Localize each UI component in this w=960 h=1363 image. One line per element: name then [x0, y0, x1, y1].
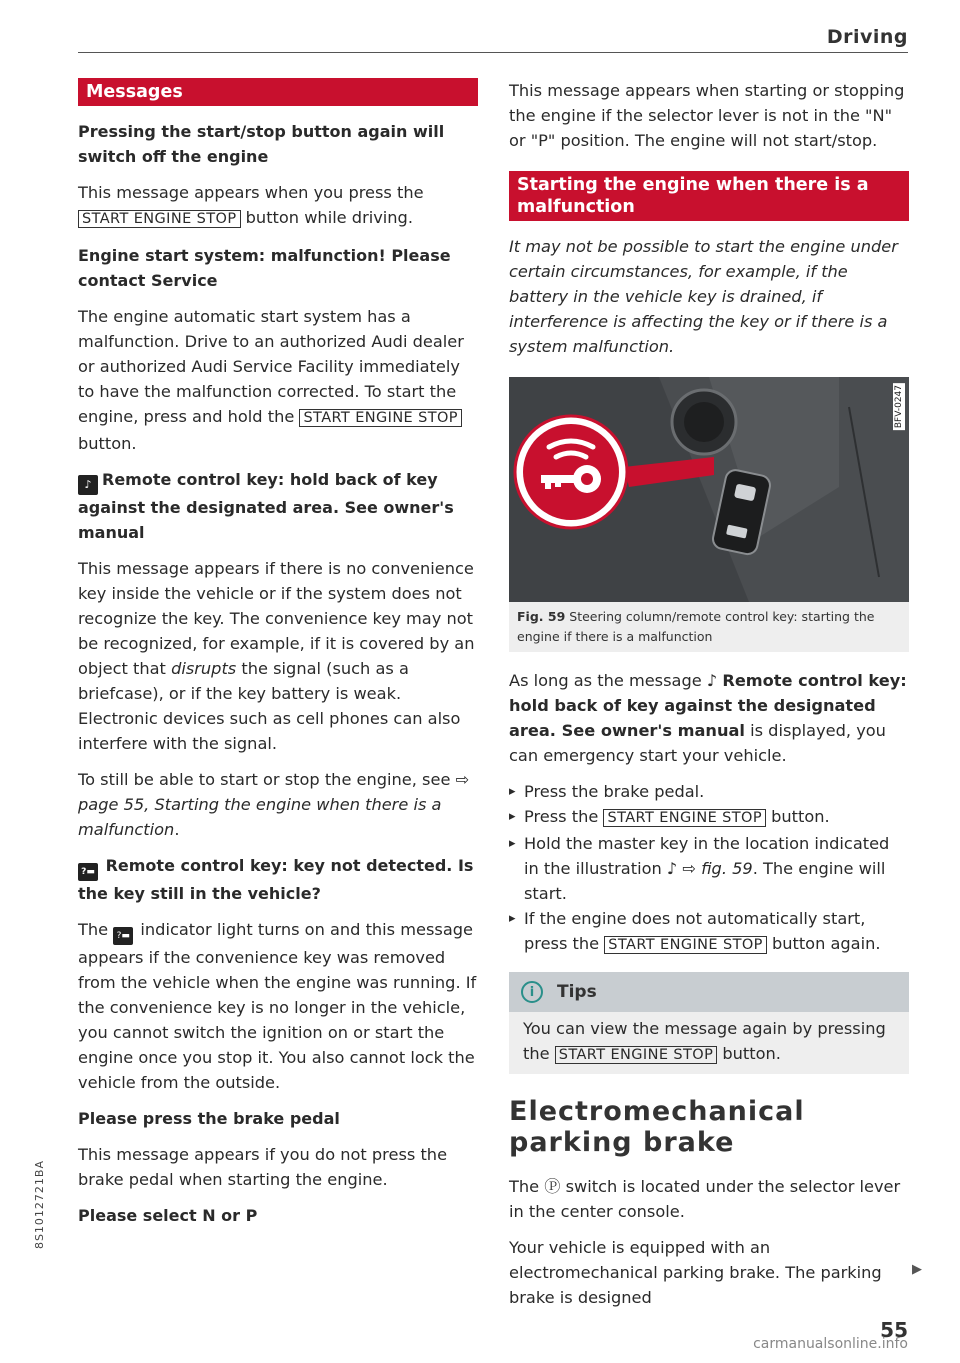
key-battery-icon: ?▬: [78, 863, 98, 881]
steering-column-key-drawing: [509, 377, 909, 602]
start-engine-stop-label: START ENGINE STOP: [299, 409, 462, 427]
list-item: ▸ Hold the master key in the location indicated in the illustration ♪ ⇨ fig. 59. The engine will start.: [509, 831, 909, 906]
key-indicator-icon: ?▬: [113, 927, 133, 945]
fig-59-link[interactable]: ⇨ fig. 59: [682, 859, 753, 878]
figure-59-illustration: [509, 377, 909, 602]
section-heading-parking-brake: Electromechanical parking brake: [509, 1096, 805, 1158]
emergency-start-steps: [509, 779, 909, 958]
msg-heading-switch-off: Pressing the start/stop button again will switch off the engine: [78, 122, 445, 166]
list-item: ▸ If the engine does not automatically start, press the START ENGINE STOP button again.: [509, 906, 909, 958]
msg-text-hold-key: This message appears if there is no convenience key inside the vehicle or if the system does not recognize the key. The convenience key may not be recognized, for example, if it is covered by an object that disrupts the signal (such as a briefcase), or if the key battery is weak. Electronic devices such as cell phones can also interfere with the signal.: [78, 559, 475, 753]
right-column: [509, 78, 909, 1321]
msg-text-key-not-detected: The ?▬ indicator light turns on and this message appears if the convenience key was removed from the vehicle when the engine was running. If the convenience key is no longer in the vehicle, you cannot switch the ignition on or start the engine once you stop it. You also cannot lock the vehicle from the outside.: [78, 920, 477, 1092]
start-engine-stop-label: START ENGINE STOP: [78, 210, 241, 228]
remote-key-icon: ♪: [78, 475, 98, 495]
msg-text-switch-off: This message appears when you press the START ENGINE STOP button while driving.: [78, 183, 424, 227]
msg-heading-hold-key: ♪ Remote control key: hold back of key against the designated area. See owner's manual: [78, 470, 454, 542]
section-intro: It may not be possible to start the engine under certain circumstances, for example, if the battery in the vehicle key is drained, if interference is affecting the key or if there is a system malfunction.: [509, 237, 898, 356]
list-item: ▸ Press the START ENGINE STOP button.: [509, 804, 909, 831]
page-number: 55: [880, 1318, 908, 1342]
continue-arrow-icon: ▶: [912, 1262, 922, 1277]
section-heading-malfunction-start: Starting the engine when there is a malfunction: [509, 171, 909, 221]
start-engine-stop-label: START ENGINE STOP: [555, 1046, 718, 1064]
parking-brake-icon: Ⓟ: [544, 1177, 561, 1196]
parking-brake-switch-text: The Ⓟ switch is located under the selector lever in the center console.: [509, 1177, 901, 1221]
header-divider: [78, 52, 908, 53]
tips-header: i Tips: [509, 972, 909, 1012]
msg-heading-key-not-detected: ?▬ Remote control key: key not detected. Is the key still in the vehicle?: [78, 856, 474, 903]
msg-heading-start-malfunction: Engine start system: malfunction! Please contact Service: [78, 246, 451, 290]
document-code: 8S1012721BA: [33, 1160, 46, 1250]
msg-text-select-n-p: This message appears when starting or stopping the engine if the selector lever is not in the "N" or "P" position. The engine will not start/stop.: [509, 81, 905, 150]
msg-heading-brake-pedal: Please press the brake pedal: [78, 1109, 340, 1128]
info-icon: i: [521, 981, 543, 1003]
messages-heading: Messages: [78, 78, 478, 106]
page-header-title: Driving: [826, 26, 908, 48]
start-engine-stop-label: START ENGINE STOP: [604, 936, 767, 954]
msg-text-start-malfunction: The engine automatic start system has a malfunction. Drive to an authorized Audi dealer or authorized Audi Service Facility immediately to have the malfunction corrected. To start the engine, press and hold the START ENGINE STOP button.: [78, 307, 464, 453]
emergency-start-intro: As long as the message ♪ Remote control key: hold back of key against the designated area. See owner's manual is displayed, you can emergency start your vehicle.: [509, 671, 907, 765]
tips-body: You can view the message again by pressing the START ENGINE STOP button.: [509, 1012, 909, 1074]
figure-code: BFV-0247: [894, 385, 904, 429]
list-item: ▸ Press the brake pedal.: [509, 779, 909, 804]
parking-brake-description: Your vehicle is equipped with an electromechanical parking brake. The parking brake is designed: [509, 1238, 882, 1307]
page-55-link[interactable]: ⇨ page 55, Starting the engine when there is a malfunction: [78, 770, 470, 839]
msg-text-see-page: To still be able to start or stop the engine, see ⇨ page 55, Starting the engine when there is a malfunction.: [78, 770, 470, 839]
figure-59-caption: Fig. 59 Steering column/remote control key: starting the engine if there is a malfunction: [509, 602, 909, 652]
msg-text-brake-pedal: This message appears if you do not press the brake pedal when starting the engine.: [78, 1145, 448, 1189]
msg-heading-select-n-p: Please select N or P: [78, 1206, 258, 1225]
left-column: [78, 78, 478, 1239]
start-engine-stop-label: START ENGINE STOP: [603, 809, 766, 827]
watermark: carmanualsonline.info: [753, 1336, 908, 1352]
